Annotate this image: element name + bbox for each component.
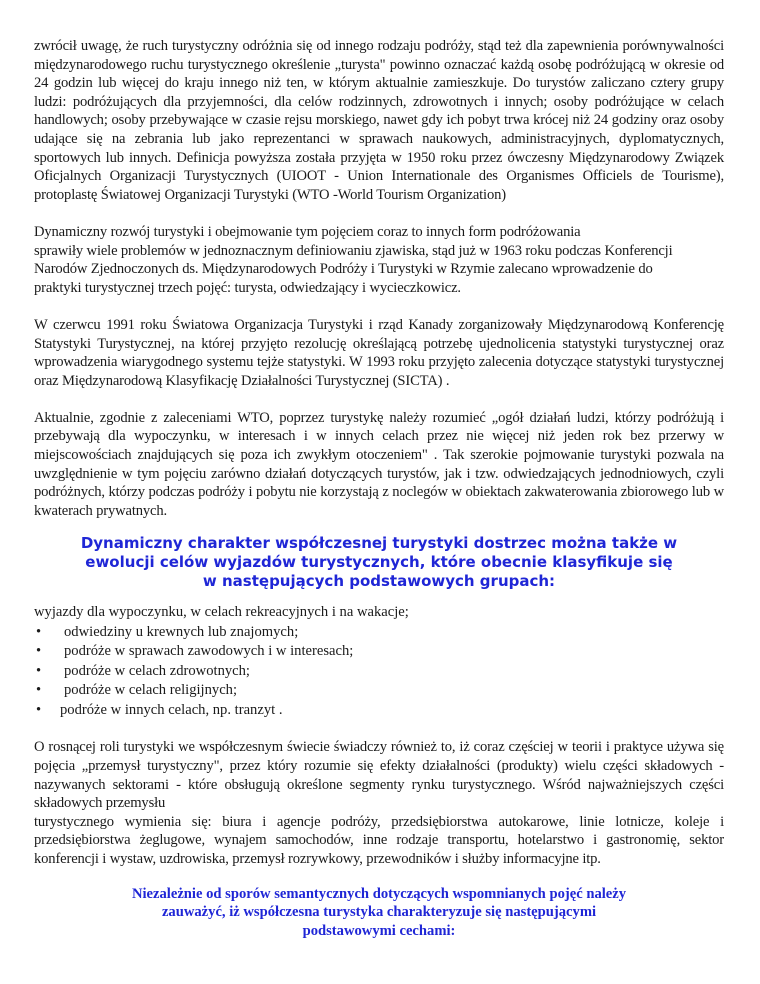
travel-purposes-list: [34, 623, 724, 721]
list-item: • podróże w celach zdrowotnych;: [34, 662, 724, 682]
bullet-icon: •: [36, 701, 42, 718]
bullet-icon: •: [36, 643, 42, 660]
paragraph-line: Dynamiczny rozwój turystyki i obejmowanie tym pojęciem coraz to innych form podróżowania: [34, 223, 581, 240]
paragraph-spacer: [34, 520, 724, 534]
paragraph-spacer: [34, 390, 724, 409]
paragraph-spacer: [34, 591, 724, 603]
paragraph-spacer: [34, 720, 724, 738]
list-item: • podróże w innych celach, np. tranzyt .: [34, 701, 724, 721]
paragraph-spacer: [34, 204, 724, 223]
paragraph-part: O rosnącej roli turystyki we współczesnym świecie świadczy również to, iż coraz częściej w teorii i praktyce używa się pojęcia „przemysł turystyczny", przez który rozumie się efekty działalności (produkty) wielu części składowych - nazywanych sektorami - które obsługują określone segmenty rynku turystycznego. Wśród najważniejszych części składowych przemysłu: [34, 739, 724, 812]
list-item: • podróże w celach religijnych;: [34, 681, 724, 701]
list-item: • podróże w sprawach zawodowych i w interesach;: [34, 642, 724, 662]
document-page: [34, 37, 724, 940]
paragraph-tourist-definition: zwrócił uwagę, że ruch turystyczny odróżnia się od innego rodzaju podróży, stąd też dla zapewnienia porównywalności międzynarodowego ruchu turystycznego określenie „turysta" powinno oznaczać każdą osobę podróżującą w okresie od 24 godzin lub więcej do kraju innego niż ten, w którym aktualnie zamieszkuje. Do turystów zaliczano cztery grupy ludzi: podróżujących dla przyjemności, dla celów rodzinnych, zdrowotnych i innych; osoby podróżujące w celach handlowych; osoby przebywające w czasie rejsu morskiego, nawet gdy ich pobyt trwa krócej niż 24 godziny oraz osoby udające się na zebrania lub jako reprezentanci w sprawach naukowych, administracyjnych, dyplomatycznych, sportowych lub innych. Definicja powyższa została przyjęta w 1950 roku przez ówczesny Międzynarodowy Związek Oficjalnych Organizacji Turystycznych (UIOOT - Union Internationale des Organismes Officiels de Tourisme), protoplastę Światowej Organizacji Turystyki (WTO -World Tourism Organization): [34, 38, 724, 203]
section-heading-characteristics: Niezależnie od sporów semantycznych dotyczących wspomnianych pojęć należy zauważyć, iż współczesna turystyka charakteryzuje się następującymi podstawowymi cechami:: [131, 885, 627, 939]
bullet-icon: •: [36, 662, 42, 679]
paragraph-spacer: [34, 869, 724, 885]
paragraph-dynamic-development: [34, 223, 724, 297]
list-item: • odwiedziny u krewnych lub znajomych;: [34, 623, 724, 643]
paragraph-line: Narodów Zjednoczonych ds. Międzynarodowych Podróży i Turystyki w Rzymie zalecano wprowadzenie do: [34, 261, 653, 278]
paragraph-line: praktyki turystycznej trzech pojęć: turysta, odwiedzający i wycieczkowicz.: [34, 279, 461, 296]
section-heading-travel-purposes: Dynamiczny charakter współczesnej turystyki dostrzec można także w ewolucji celów wyjazdów turystycznych, które obecnie klasyfikuje się w następujących podstawowych grupach:: [80, 534, 678, 591]
paragraph-spacer: [34, 297, 724, 316]
paragraph-part: turystycznego wymienia się: biura i agencje podróży, przedsiębiorstwa autokarowe, linie lotnicze, koleje i przedsiębiorstwa żeglugowe, wynajem samochodów, inne rodzaje transportu, hotelarstwo i gastronomię, sektor konferencji i wystaw, uzdrowiska, przemysł rozrywkowy, przewodników i służby informacyjne itp.: [34, 813, 724, 867]
paragraph-wto-definition: Aktualnie, zgodnie z zaleceniami WTO, poprzez turystykę należy rozumieć „ogół działań ludzi, którzy podróżują i przebywają dla wypoczynku, w interesach i w innych celach przez nie więcej niż jeden rok bez przerwy w miejscowościach znajdujących się poza ich zwykłym otoczeniem" . Tak szerokie pojmowanie turystyki pozwala na uwzględnienie w tym pojęciu zarówno działań dotyczących turystów, jak i tzw. odwiedzających jednodniowych, czyli podróżnych, którzy podczas podróży i pobytu nie korzystają z noclegów w obiektach zakwaterowania zbiorowego lub w kwaterach prywatnych.: [34, 409, 724, 519]
bullet-icon: •: [36, 682, 42, 699]
list-intro: wyjazdy dla wypoczynku, w celach rekreacyjnych i na wakacje;: [34, 604, 409, 621]
bullet-icon: •: [36, 623, 42, 640]
paragraph-1991-conference: W czerwcu 1991 roku Światowa Organizacja Turystyki i rząd Kanady zorganizowały Międzynarodową Konferencję Statystyki Turystycznej, na której przyjęto rezolucję określającą potrzebę ujednolicenia statystyki turystycznej oraz wprowadzenia wiarygodnego systemu tejże statystyki. W 1993 roku przyjęto zalecenia dotyczące statystyki turystycznej oraz Międzynarodową Klasyfikację Działalności Turystycznej (SICTA) .: [34, 316, 724, 389]
paragraph-tourism-industry: [34, 738, 724, 868]
paragraph-line: sprawiły wiele problemów w jednoznacznym definiowaniu zjawiska, stąd już w 1963 roku podczas Konferencji: [34, 242, 673, 259]
